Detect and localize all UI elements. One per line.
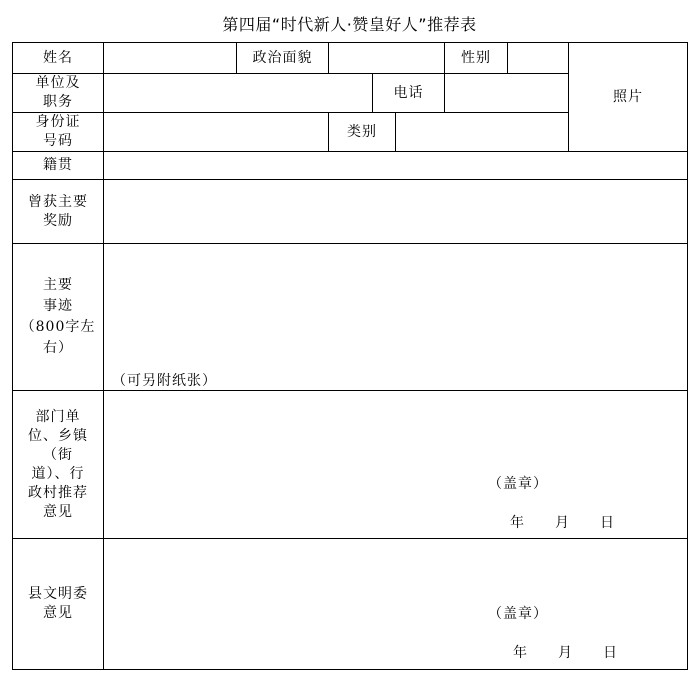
border-bottom [12, 669, 688, 670]
work-unit-label: 单位及 职务 [35, 75, 81, 110]
id-number-label: 身份证 号码 [35, 114, 81, 149]
dept-opinion-label: 部门单 位、乡镇 （街 道）、行 政村推荐 意见 [28, 408, 88, 520]
native-place-label: 籍贯 [43, 157, 73, 173]
phone-label: 电话 [393, 84, 424, 101]
dept-seal: （盖章） [488, 476, 548, 492]
political-status-field[interactable] [329, 43, 444, 73]
gender-label: 性别 [461, 49, 491, 66]
deeds-note: （可另附纸张） [112, 373, 217, 389]
awards-label: 曾获主要 奖励 [28, 193, 88, 229]
phone-field[interactable] [445, 74, 568, 112]
photo-label: 照片 [613, 88, 643, 105]
category-field[interactable] [396, 113, 568, 151]
border-right [687, 42, 688, 670]
county-opinion-label: 县文明委 意见 [28, 586, 88, 621]
deeds-label: 主要 事迹 （800字左 右） [20, 277, 96, 356]
political-status-label: 政治面貌 [252, 49, 313, 66]
category-label: 类别 [347, 123, 377, 140]
id-number-field[interactable] [104, 113, 328, 151]
gender-field[interactable] [508, 43, 568, 73]
deeds-field[interactable] [104, 244, 687, 390]
work-unit-field[interactable] [104, 74, 372, 112]
form-title: 第四届“时代新人·赞皇好人”推荐表 [222, 15, 477, 34]
name-label: 姓名 [43, 49, 73, 66]
dept-date: 年 月 日 [510, 515, 615, 531]
awards-field[interactable] [104, 180, 687, 243]
name-field[interactable] [104, 43, 236, 73]
native-place-field[interactable] [104, 152, 687, 179]
county-seal: （盖章） [488, 606, 548, 622]
county-date: 年 月 日 [513, 645, 618, 661]
